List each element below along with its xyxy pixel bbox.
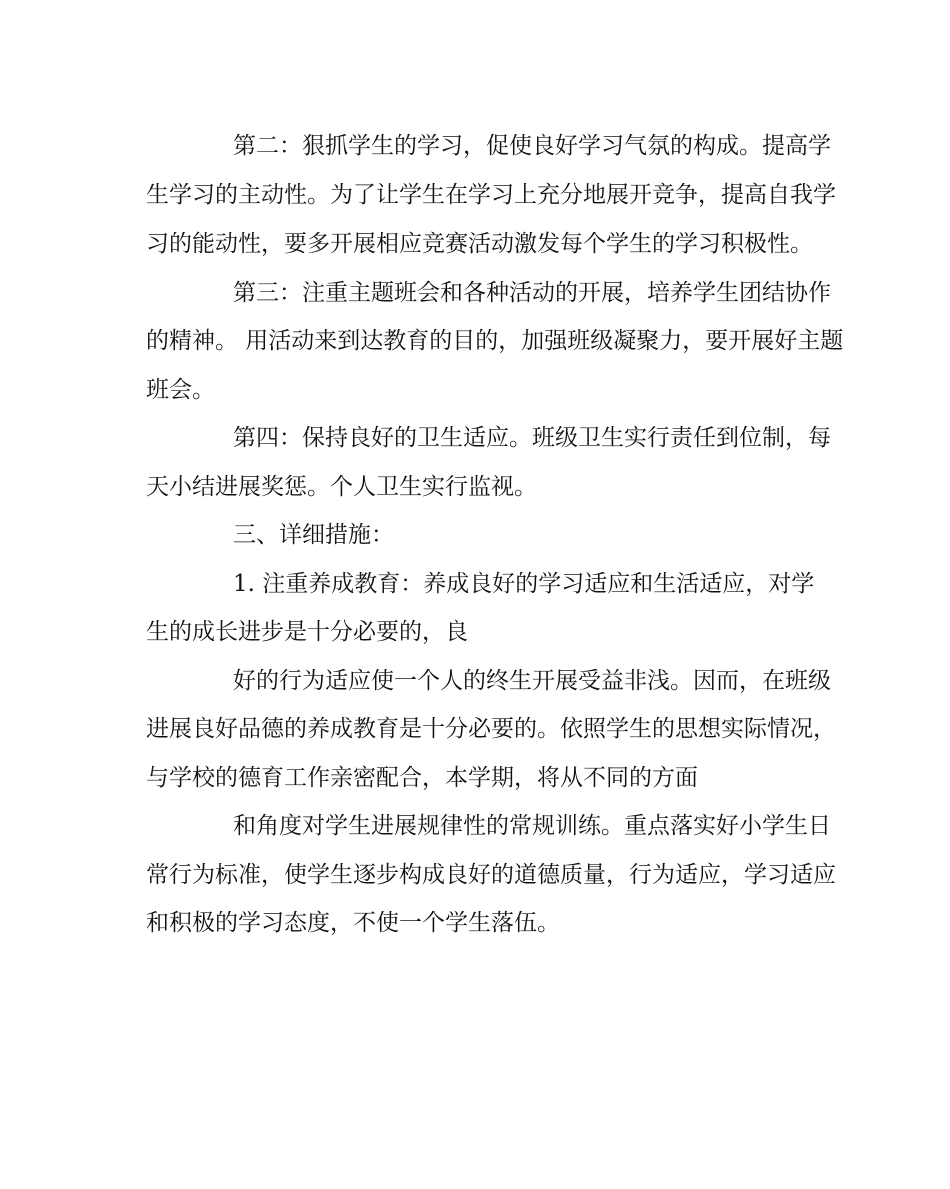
paragraph-2-line-2: 生学习的主动性。为了让学生在学习上充分地展开竞争，提高自我学 — [146, 182, 836, 208]
measure-1-line-2: 生的成长进步是十分必要的，良 — [146, 619, 468, 645]
paragraph-4-line-1: 第四：保持良好的卫生适应。班级卫生实行责任到位制，每 — [233, 425, 831, 451]
measure-1-line-4: 进展良好品德的养成教育是十分必要的。依照学生的思想实际情况， — [146, 716, 836, 742]
paragraph-4-line-2: 天小结进展奖惩。个人卫生实行监视。 — [146, 474, 537, 500]
paragraph-2-line-1: 第二：狠抓学生的学习，促使良好学习气氛的构成。提高学 — [233, 133, 831, 159]
measure-1-line-3: 好的行为适应使一个人的终生开展受益非浅。因而，在班级 — [233, 668, 831, 694]
paragraph-3-line-2: 的精神。 用活动来到达教育的目的，加强班级凝聚力，要开展好主题 — [146, 328, 844, 354]
section-heading-measures: 三、详细措施： — [233, 522, 394, 548]
measure-1-line-5: 与学校的德育工作亲密配合，本学期，将从不同的方面 — [146, 765, 698, 791]
measure-1-line-8: 和积极的学习态度，不使一个学生落伍。 — [146, 910, 560, 936]
measure-1-line-7: 常行为标准，使学生逐步构成良好的道德质量，行为适应，学习适应 — [146, 862, 836, 888]
measure-1-line-1: 1. 注重养成教育：养成良好的学习适应和生活适应，对学 — [233, 571, 815, 597]
paragraph-2-line-3: 习的能动性，要多开展相应竞赛活动激发每个学生的学习积极性。 — [146, 231, 813, 257]
paragraph-3-line-1: 第三：注重主题班会和各种活动的开展，培养学生团结协作 — [233, 280, 831, 306]
measure-1-line-6: 和角度对学生进展规律性的常规训练。重点落实好小学生日 — [233, 813, 831, 839]
paragraph-3-line-3: 班会。 — [146, 377, 215, 403]
